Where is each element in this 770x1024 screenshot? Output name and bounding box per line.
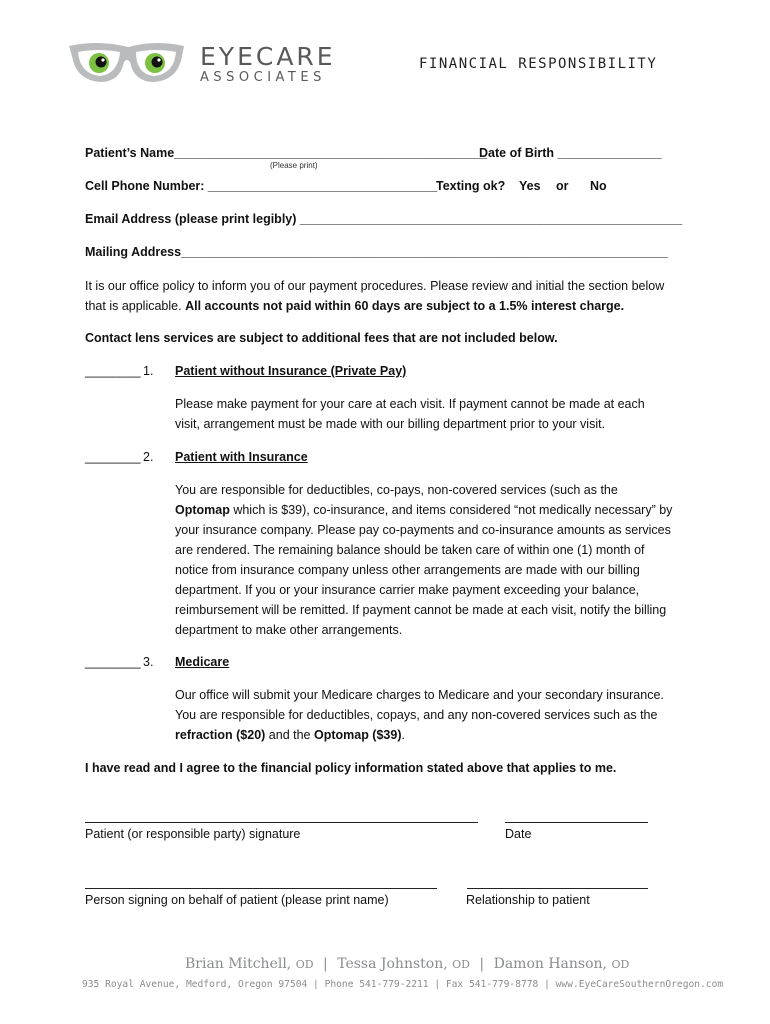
doctor-name-1: Brian Mitchell, [185,956,292,972]
insurance-text-b: which is $39), co-insurance, and items considered “not medically necessary” by your insurance company. Please pay co-payments and co-insurance amounts as services are rendered. The remaining balance should be taken care of within one (1) month of notice from insurance company unless other arrangements are made with our billing department. If you or your insurance carrier make payment exceeding your balance, reimbursement will be remitted. If payment cannot be made at each visit, notify the billing department to make other arrangements. [175,503,673,637]
cell-phone-field[interactable]: Cell Phone Number: _________________________________ [85,179,438,193]
refraction-bold: refraction ($20) [175,728,266,742]
policy-intro [85,276,675,316]
medicare-text-end: . [401,728,405,742]
please-print-note: (Please print) [270,161,318,170]
date-line[interactable] [505,822,648,823]
insurance-text-a: You are responsible for deductibles, co-pays, non-covered services (such as the [175,483,618,497]
mailing-address-field[interactable]: Mailing Address______________________________________________________________________ [85,245,668,259]
section-heading-medicare: Medicare [175,655,230,669]
email-field[interactable]: Email Address (please print legibly) _______________________________________________________ [85,212,683,226]
texting-ok-label: Texting ok? [436,179,506,193]
texting-or-label: or [556,179,569,193]
doctor-name-2: Tessa Johnston, [337,956,448,972]
date-label: Date [505,827,532,841]
doctor-credential-2: OD [452,958,470,971]
footer-separator-2: | [479,956,485,972]
initial-blank-1[interactable]: ________ [85,364,141,378]
section-body-medicare [175,685,670,745]
logo [66,40,356,90]
medicare-text-a: Our office will submit your Medicare charges to Medicare and your secondary insurance. You are responsible for deductibles, copays, and any non-covered services such as the [175,688,664,722]
date-of-birth-field[interactable]: Date of Birth _______________ [479,146,662,160]
signature-line[interactable] [85,822,478,823]
relationship-line[interactable] [467,888,648,889]
doctor-credential-1: OD [295,958,314,971]
optomap-bold: Optomap [175,503,230,517]
doctor-credential-3: OD [611,958,630,971]
person-signing-label: Person signing on behalf of patient (please print name) [85,893,389,907]
section-heading-private-pay: Patient without Insurance (Private Pay) [175,364,407,378]
initial-blank-2[interactable]: ________ [85,450,141,464]
section-number-3: 3. [143,655,154,669]
texting-yes-option[interactable]: Yes [519,179,541,193]
doctor-name-3: Damon Hanson, [493,956,607,972]
person-name-line[interactable] [85,888,437,889]
page-title: FINANCIAL RESPONSIBILITY [419,56,658,72]
patient-name-field[interactable]: Patient’s Name_____________________________________________ [85,146,487,160]
section-heading-insurance: Patient with Insurance [175,450,308,464]
footer-doctors [185,956,629,972]
section-number-1: 1. [143,364,154,378]
agreement-statement: I have read and I agree to the financial policy information stated above that applies to me. [85,761,617,775]
interest-charge-text: All accounts not paid within 60 days are subject to a 1.5% interest charge. [185,299,625,313]
logo-wordmark-associates: ASSOCIATES [200,70,326,85]
relationship-label: Relationship to patient [466,893,590,907]
section-body-insurance [175,480,675,640]
initial-blank-3[interactable]: ________ [85,655,141,669]
footer-separator-1: | [323,956,328,972]
section-number-2: 2. [143,450,154,464]
medicare-text-mid: and the [265,728,314,742]
optomap-price-bold: Optomap ($39) [313,728,402,742]
footer-address: 935 Royal Avenue, Medford, Oregon 97504 | Phone 541-779-2211 | Fax 541-779-8778 | www.EyeCareSouthernOregon.com [82,979,724,990]
contact-lens-note: Contact lens services are subject to additional fees that are not included below. [85,331,558,345]
section-body-private-pay: Please make payment for your care at each visit. If payment cannot be made at each visit, arrangement must be made with our billing department prior to your visit. [175,397,645,431]
logo-wordmark-eyecare: EYECARE [200,42,336,71]
policy-intro-text: It is our office policy to inform you of our payment procedures. Please review and initial the section below that is applicable. [85,279,665,313]
signature-label: Patient (or responsible party) signature [85,827,301,841]
glasses-logo-icon [66,40,188,90]
texting-no-option[interactable]: No [590,179,607,193]
